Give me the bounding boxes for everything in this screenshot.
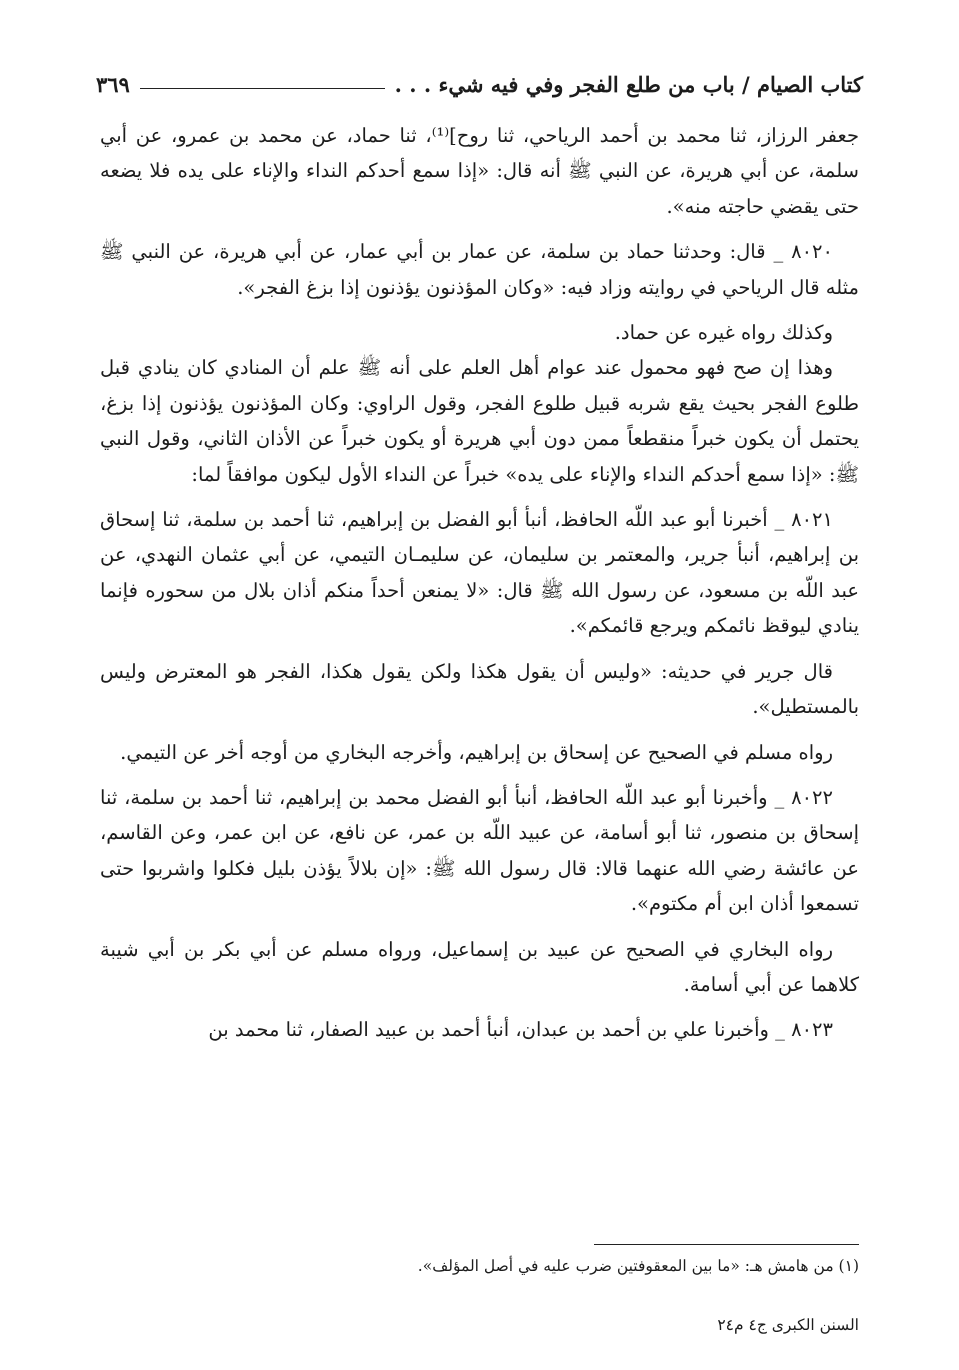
hadith-8023: ٨٠٢٣ _ وأخبرنا علي بن أحمد بن عبدان، أنبأ أحمد بن عبيد الصفار، ثنا محمد بن — [208, 1018, 833, 1042]
hadith-8022: ٨٠٢٢ _ وأخبرنا أبو عبد اللّه الحافظ، أنبأ أبو الفضل محمد بن إبراهيم، ثنا أحمد بن سلمة، ثنا إسحاق بن منصور، ثنا أبو أسامة، عن عبيد اللّه بن عمر، عن نافع، عن ابن عمر، وعن القاسم، عن عائشة رضي الله عنهما قالا: قال رسول الله ﷺ: «إن بلالاً يؤذن بليل فكلوا واشربوا حتى تسمعوا أذان ابن أم مكتوم». — [100, 785, 859, 916]
paragraph: وكذلك رواه غيره عن حماد. — [614, 321, 833, 345]
paragraph: رواه البخاري في الصحيح عن عبيد بن إسماعيل، ورواه مسلم عن أبي بكر بن أبي شيبة كلاهما عن أبي أسامة. — [100, 937, 859, 996]
paragraph: وهذا إن صح فهو محمول عند عوام أهل العلم على أنه ﷺ علم أن المنادي كان ينادي قبل طلوع الفجر بحيث يقع شربه قبيل طلوع الفجر، وقول الراوي: وكان المؤذنون يؤذنون إذا بزغ، يحتمل أن يكون خبراً منقطعاً ممن دون أبي هريرة أو يكون خبراً عن الأذان الثاني، وقول النبي ﷺ: «إذا سمع أحدكم النداء والإناء على يده» خبراً عن النداء الأول ليكون موافقاً لما: — [100, 356, 859, 486]
signature-mark: السنن الكبرى ج٤ م٢٤ — [717, 1316, 859, 1334]
paragraph: رواه مسلم في الصحيح عن إسحاق بن إبراهيم، وأخرجه البخاري من أوجه أخر عن التيمي. — [120, 740, 833, 764]
hadith-8020: ٨٠٢٠ _ قال: وحدثنا حماد بن سلمة، عن عمار بن أبي عمار، عن أبي هريرة، عن النبي ﷺ مثله قال الرياحي في روايته وزاد فيه: «وكان المؤذنون يؤذنون إذا بزغ الفجر». — [100, 240, 859, 299]
header-rule — [140, 88, 385, 89]
paragraph: جعفر الرزاز، ثنا محمد بن أحمد الرياحي، ثنا روح]⁽¹⁾، ثنا حماد، عن محمد بن عمرو، عن أبي سلمة، عن أبي هريرة، عن النبي ﷺ أنه قال: «إذا سمع أحدكم النداء والإناء على يده فلا يضعه حتى يقضي حاجته منه». — [100, 124, 860, 218]
running-title: كتاب الصيام / باب من طلع الفجر وفي فيه شيء . . . — [394, 71, 863, 97]
page-body — [100, 118, 859, 1058]
page-header — [96, 66, 863, 102]
footnote-rule — [594, 1244, 859, 1245]
page-number: ٣٦٩ — [96, 71, 130, 97]
hadith-8021: ٨٠٢١ _ أخبرنا أبو عبد اللّه الحافظ، أنبأ أبو الفضل بن إبراهيم، ثنا أحمد بن سلمة، ثنا إسحاق بن إبراهيم، أنبأ جرير، والمعتمر بن سليمان، عن سليمـان التيمي، عن أبي عثمان النهدي، عن عبد اللّه بن مسعود، عن رسول الله ﷺ قال: «لا يمنعن أحداً منكم أذان بلال من سحوره فإنما ينادي ليوقظ نائمكم ويرجع قائمكم». — [100, 508, 859, 638]
footnote: (١) من هامش هـ: «ما بين المعقوفتين ضرب عليه في أصل المؤلف». — [417, 1257, 859, 1275]
paragraph: قال جرير في حديثه: «وليس أن يقول هكذا ولكن يقول هكذا، الفجر هو المعترض وليس بالمستطيل». — [100, 659, 859, 719]
